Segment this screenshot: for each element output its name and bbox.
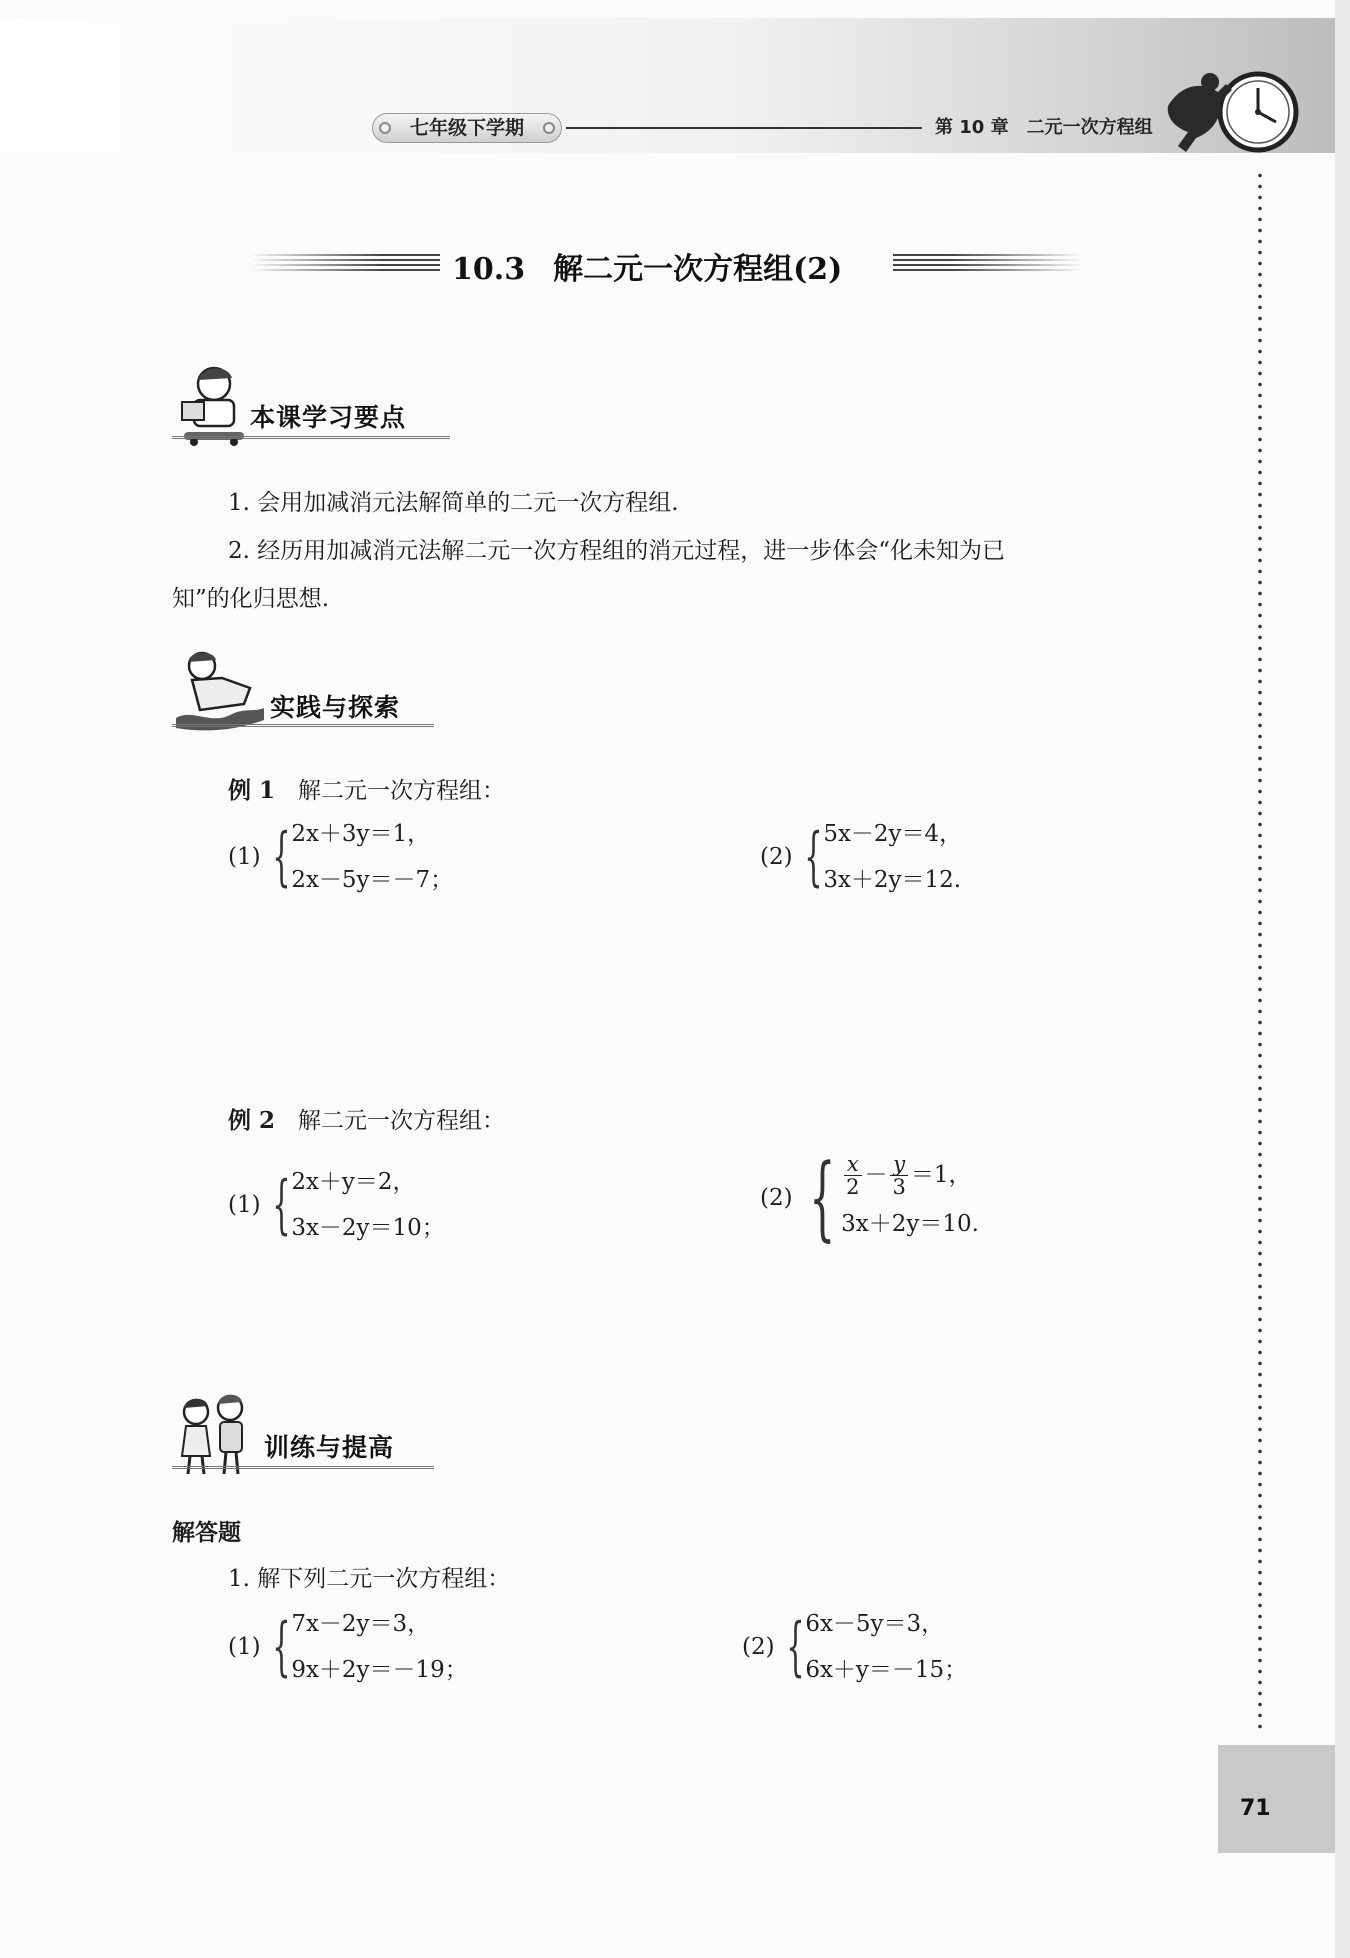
equation: 9x＋2y＝－19； <box>291 1657 468 1683</box>
pill-dot-left <box>379 122 391 134</box>
example-1-prompt <box>228 768 505 814</box>
equation: 3x＋2y＝10. <box>841 1210 979 1237</box>
training-heading: 训练与提高 <box>264 1433 395 1462</box>
brace-icon: { <box>808 1144 836 1251</box>
brace-icon: { <box>271 820 291 894</box>
example-2-label: 例 2 <box>228 1107 276 1134</box>
example-2-prompt <box>228 1098 505 1144</box>
equation: 2x－5y＝－7； <box>291 867 454 893</box>
section-title <box>452 244 842 288</box>
grade-label: 七年级下学期 <box>409 117 524 139</box>
system-label: (2) <box>760 844 793 870</box>
fraction-numerator: x <box>844 1153 862 1176</box>
dotted-margin <box>1258 170 1262 1730</box>
grade-badge <box>372 113 562 143</box>
system-label: (1) <box>228 844 261 870</box>
key-points-heading: 本课学习要点 <box>250 403 407 432</box>
example-1-text: 解二元一次方程组： <box>298 778 506 804</box>
fraction <box>890 1153 909 1198</box>
surfing-kid-mascot-icon <box>172 648 267 736</box>
fraction <box>843 1153 862 1198</box>
fraction-denominator: 3 <box>892 1174 906 1199</box>
example-1-system-2 <box>760 814 962 900</box>
equation: 3x＋2y＝12. <box>823 867 962 893</box>
key-point-2-cont: 知”的化归思想. <box>172 586 330 612</box>
system-label: (2) <box>742 1634 775 1660</box>
header-rule <box>566 127 922 129</box>
question-1-system-1 <box>228 1604 468 1690</box>
fraction-denominator: 2 <box>846 1174 860 1199</box>
brace-icon: { <box>271 1610 291 1684</box>
training-underline <box>172 1466 434 1470</box>
key-point-1: 1. 会用加减消元法解简单的二元一次方程组. <box>228 490 679 516</box>
minus-sign: － <box>864 1162 888 1188</box>
page-number-tab <box>1218 1745 1335 1853</box>
example-2-system-2 <box>760 1144 979 1251</box>
practice-underline <box>172 724 434 728</box>
example-2-system-1 <box>228 1162 445 1248</box>
question-1-prompt: 1. 解下列二元一次方程组： <box>228 1566 511 1592</box>
equation: 2x＋3y＝1， <box>291 821 431 847</box>
answer-section-label: 解答题 <box>172 1519 241 1546</box>
section-title-text: 解二元一次方程组(2) <box>553 252 843 287</box>
brace-icon: { <box>271 1168 291 1242</box>
pill-dot-right <box>543 122 555 134</box>
system-label: (1) <box>228 1634 261 1660</box>
example-2-text: 解二元一次方程组： <box>298 1108 506 1134</box>
equation: 2x＋y＝2， <box>291 1169 416 1195</box>
fraction-equation <box>841 1153 979 1198</box>
page-number: 71 <box>1240 1796 1271 1821</box>
equation: 7x－2y＝3， <box>291 1611 431 1637</box>
example-1-system-1 <box>228 814 453 900</box>
equation: 6x＋y＝－15； <box>805 1657 968 1683</box>
system-label: (1) <box>228 1192 261 1218</box>
brace-icon: { <box>803 820 823 894</box>
chapter-title: 第 10 章 二元一次方程组 <box>935 117 1153 138</box>
brace-icon: { <box>785 1610 805 1684</box>
fraction-numerator: y <box>890 1153 908 1176</box>
two-kids-mascot-icon <box>172 1392 257 1477</box>
title-decoration-left <box>250 254 440 274</box>
title-decoration-right <box>893 254 1083 274</box>
equation-rest: ＝1， <box>910 1162 972 1188</box>
key-point-2: 2. 经历用加减消元法解二元一次方程组的消元过程，进一步体会“化未知为已 <box>228 538 1006 564</box>
practice-heading: 实践与探索 <box>270 693 401 722</box>
key-points-underline <box>172 436 450 440</box>
equation: 6x－5y＝3， <box>805 1611 945 1637</box>
example-1-label: 例 1 <box>228 777 276 804</box>
system-label: (2) <box>760 1185 793 1211</box>
running-clock-emblem-icon <box>1160 66 1300 158</box>
equation: 3x－2y＝10； <box>291 1215 445 1241</box>
equation: 5x－2y＝4， <box>823 821 963 847</box>
reading-kid-mascot-icon <box>172 362 257 447</box>
section-number: 10.3 <box>452 252 526 287</box>
question-1-system-2 <box>742 1604 967 1690</box>
